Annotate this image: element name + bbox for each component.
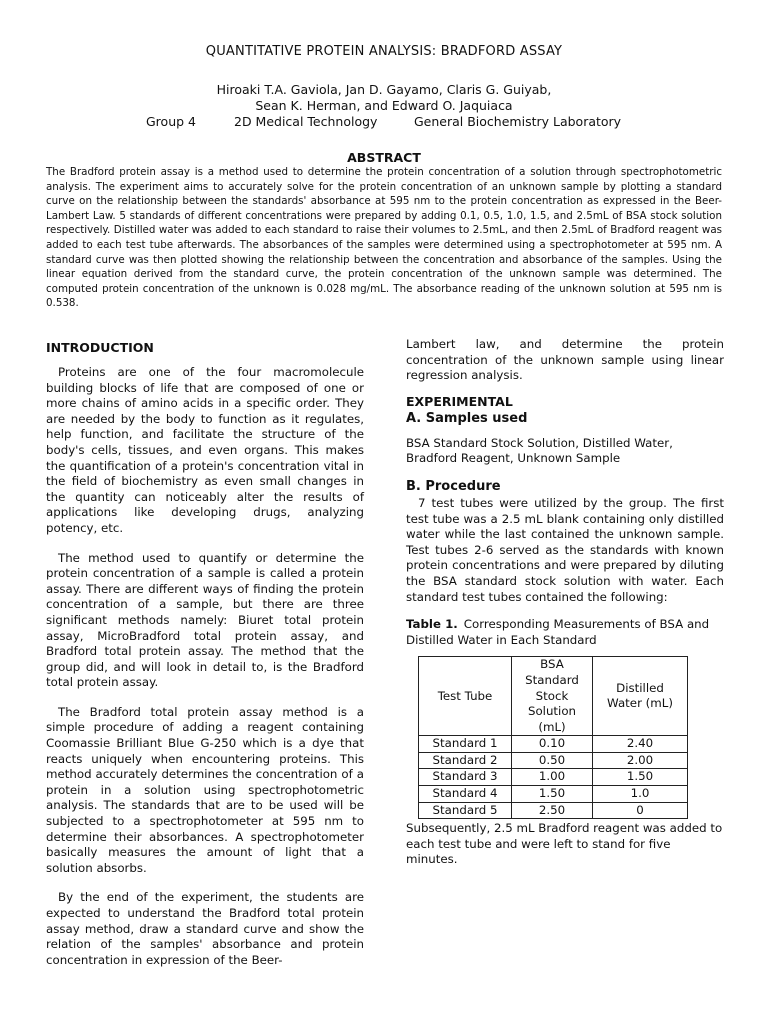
table-cell: Standard 1 (419, 736, 512, 753)
intro-paragraph-4-continued: Lambert law, and determine the protein concentration of the unknown sample using linear regression analysis. (406, 337, 724, 383)
table-cell: Standard 2 (419, 752, 512, 769)
table-cell: Standard 5 (419, 802, 512, 819)
after-table-text: Subsequently, 2.5 mL Bradford reagent was added to each test tube and were left to stand for five minutes. (406, 821, 723, 867)
table-row (419, 769, 688, 786)
table-row (419, 752, 688, 769)
intro-paragraph-2: The method used to quantify or determine the protein concentration of a sample is called a protein assay. There are different ways of finding the protein concentration of a sample, but there are three significant methods namely: Biuret total protein assay, MicroBradford total protein assay, and Bradford total protein assay. The method that the group did, and will look in detail to, is the Bradford total protein assay. (46, 550, 364, 690)
abstract-heading: ABSTRACT (347, 150, 421, 165)
intro-paragraph-4: By the end of the experiment, the students are expected to understand the Bradford total protein assay method, draw a standard curve and show the relation of the samples' absorbance and protein concentration in expression of the Beer- (46, 890, 364, 967)
intro-paragraph-1: Proteins are one of the four macromolecule building blocks of life that are composed of one or more chains of amino acids in a specific order. They are needed by the body to function as it regulates, help function, and facilitate the structure of the body's cells, tissues, and even organs. This makes the quantification of a protein's concentration vital in the field of biochemistry as even small changes in the quantity can noticeably alter the results of applications like developing drugs, analyzing potency, etc. (46, 365, 364, 535)
lab-label: General Biochemistry Laboratory (414, 114, 622, 129)
procedure-text: 7 test tubes were utilized by the group. The first test tube was a 2.5 mL blank containing only distilled water while the last contained the unknown sample. Test tubes 2-6 served as the standards with known protein concentrations and were prepared by diluting the BSA standard stock solution with water. Each standard test tubes contained the following: (406, 495, 724, 604)
author-list (0, 82, 768, 114)
table-cell: 1.50 (512, 786, 593, 803)
experimental-heading: EXPERIMENTAL (406, 393, 513, 409)
table-header-cell: Distilled Water (mL) (593, 657, 688, 736)
abstract-text: The Bradford protein assay is a method used to determine the protein concentration of a solution through spectrophotometric analysis. The experiment aims to accurately solve for the protein concentration of an unknown sample by plotting a standard curve on the relationship between the standards' absorbance at 595 nm to the protein concentration as expressed in the Beer-Lambert Law. 5 standards of different concentrations were prepared by adding 0.1, 0.5, 1.0, 1.5, and 2.5mL of BSA stock solution respectively. Distilled water was added to each standard to raise their volumes to 2.5mL, and then 2.5mL of Bradford reagent was added to each test tube afterwards. The absorbances of the samples were determined using a spectrophotometer at 595 nm. A standard curve was then plotted showing the relationship between the concentration and absorbance of the samples. Using the linear equation derived from the standard curve, the protein concentration of the unknown sample was determined. The computed protein concentration of the unknown is 0.028 mg/mL. The absorbance reading of the unknown solution at 595 nm is 0.538. (46, 166, 722, 310)
table-caption (406, 617, 724, 648)
table-cell: 1.00 (512, 769, 593, 786)
course-label: 2D Medical Technology (234, 114, 378, 129)
left-column (46, 334, 364, 982)
table-cell: Standard 4 (419, 786, 512, 803)
table-row (419, 736, 688, 753)
table-row (419, 786, 688, 803)
table-cell: 2.00 (593, 752, 688, 769)
table-cell: 0 (593, 802, 688, 819)
table-cell: 2.40 (593, 736, 688, 753)
table-header-cell: Test Tube (419, 657, 512, 736)
table-cell: 1.50 (593, 769, 688, 786)
table-cell: 1.0 (593, 786, 688, 803)
introduction-heading: INTRODUCTION (46, 340, 154, 355)
table-label: Table 1. (406, 617, 458, 632)
table-header-row (419, 657, 688, 736)
table-caption-text: Corresponding Measurements of BSA and Distilled Water in Each Standard (406, 617, 710, 647)
table-row (419, 802, 688, 819)
group-label: Group 4 (146, 114, 196, 129)
standards-table (418, 656, 688, 819)
authors-line-1: Hiroaki T.A. Gaviola, Jan D. Gayamo, Claris G. Guiyab, (216, 82, 552, 97)
table-cell: 0.10 (512, 736, 593, 753)
procedure-heading: B. Procedure (406, 478, 501, 494)
table-cell: 0.50 (512, 752, 593, 769)
authors-line-2: Sean K. Herman, and Edward O. Jaquiaca (255, 98, 513, 113)
paper-title: QUANTITATIVE PROTEIN ANALYSIS: BRADFORD ASSAY (205, 44, 563, 59)
table-cell: 2.50 (512, 802, 593, 819)
samples-text: BSA Standard Stock Solution, Distilled Water, Bradford Reagent, Unknown Sample (406, 435, 673, 466)
intro-paragraph-3: The Bradford total protein assay method is a simple procedure of adding a reagent containing Coomassie Brilliant Blue G-250 which is a dye that reacts uniquely when encountering proteins. This method accurately determines the concentration of a protein in a solution using spectrophotometric analysis. The standards that are to be used will be subjected to a spectrophotometer at 595 nm to determine their absorbances. A spectrophotometer basically measures the amount of light that a solution absorbs. (46, 704, 364, 875)
table-cell: Standard 3 (419, 769, 512, 786)
samples-heading: A. Samples used (406, 410, 528, 426)
right-column (406, 337, 724, 882)
table-header-cell: BSA Standard Stock Solution (mL) (512, 657, 593, 736)
